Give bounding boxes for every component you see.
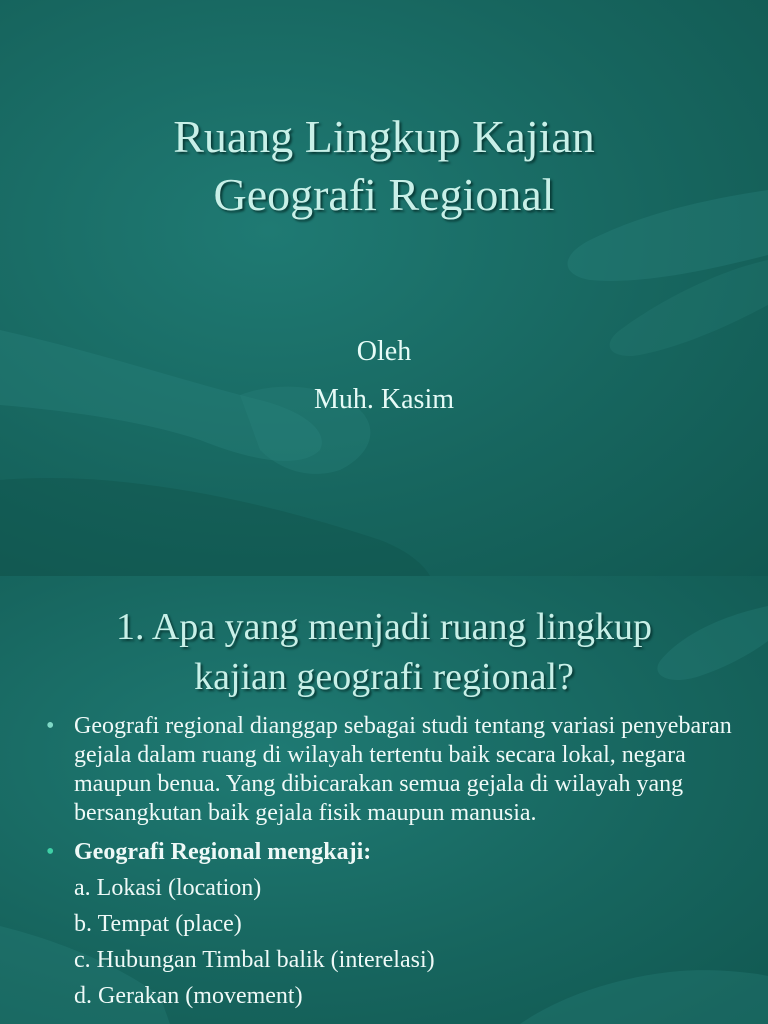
bullet-item (44, 712, 734, 828)
bullet-dot-icon: • (46, 839, 55, 865)
list-item-interrelation: c. Hubungan Timbal balik (interelasi) (74, 947, 435, 973)
list-item-movement: d. Gerakan (movement) (74, 983, 303, 1009)
bullet-item (44, 834, 734, 1014)
bullet-dot-icon: • (46, 713, 55, 739)
slide-title-line-2: Geografi Regional (213, 169, 555, 220)
slide-title (0, 108, 768, 224)
list-item-location: a. Lokasi (location) (74, 875, 262, 901)
author-name: Muh. Kasim (314, 384, 454, 415)
bullet-heading: Geografi Regional mengkaji: (74, 839, 372, 865)
bullet-text: Geografi regional dianggap sebagai studi tentang variasi penyebaran gejala dalam ruang di wilayah tertentu baik secara lokal, negara maupun benua. Yang dibicarakan semua gejala di wilayah yang bersangkutan baik gejala fisik maupun manusia. (74, 713, 732, 826)
author-label: Oleh (356, 336, 412, 367)
slide-title-line-1: Ruang Lingkup Kajian (173, 111, 595, 162)
slide-title (0, 602, 768, 702)
content-slide (0, 576, 768, 1024)
list-item-place: b. Tempat (place) (74, 911, 242, 937)
slide-title-line-2: kajian geografi regional? (194, 656, 574, 698)
bullet-list (44, 712, 734, 1014)
slide-title-line-1: 1. Apa yang menjadi ruang lingkup (115, 606, 653, 648)
